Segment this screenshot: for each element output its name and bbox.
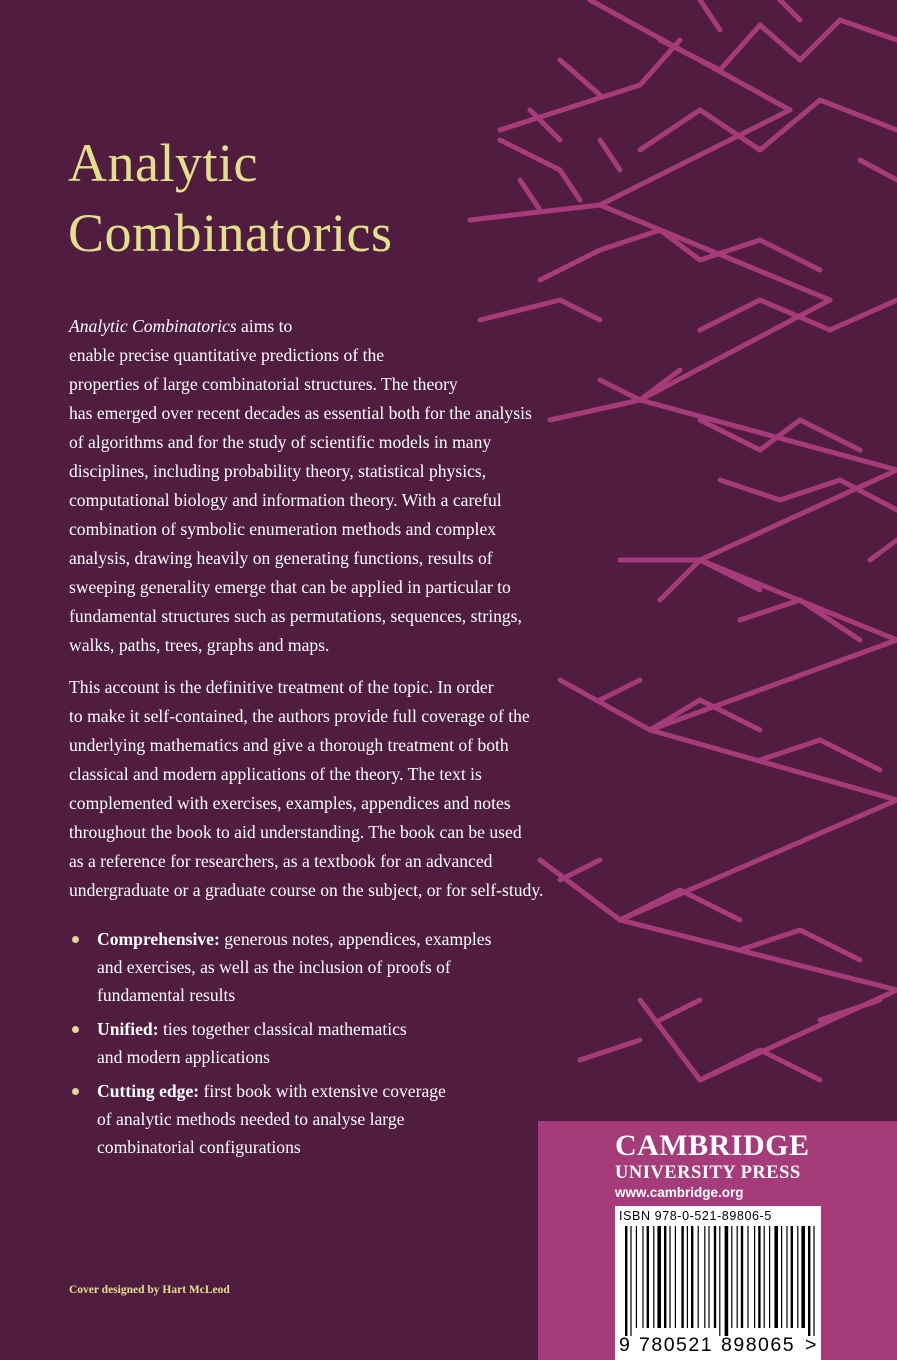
tree-branch <box>820 1000 880 1020</box>
tree-branch <box>680 890 740 920</box>
tree-branch <box>840 20 897 40</box>
feature-bullet-list <box>69 925 491 1167</box>
tree-branch <box>600 230 660 250</box>
barcode-bar <box>769 1226 770 1328</box>
tree-branch <box>560 170 580 200</box>
barcode-bar <box>764 1226 765 1328</box>
barcode-bar <box>791 1226 793 1328</box>
barcode-bar <box>797 1226 798 1328</box>
tree-branch <box>520 180 540 210</box>
barcode-bar <box>737 1226 738 1328</box>
publisher-name: CAMBRIDGE <box>615 1129 810 1162</box>
tree-branch <box>470 205 600 220</box>
barcode-bar <box>691 1226 693 1328</box>
tree-branch <box>660 560 700 600</box>
barcode-digit-end: > <box>805 1334 817 1356</box>
barcode-bar <box>669 1226 670 1328</box>
book-title <box>68 128 392 268</box>
tree-branch <box>550 400 640 420</box>
barcode-bar <box>636 1226 637 1328</box>
tree-branch <box>500 85 640 130</box>
isbn-text: ISBN 978-0-521-89806-5 <box>619 1209 772 1223</box>
tree-branch <box>650 730 897 800</box>
tree-branch <box>650 640 897 730</box>
barcode-bar <box>630 1226 631 1336</box>
tree-branch <box>640 110 700 150</box>
tree-branch <box>660 1000 700 1020</box>
barcode-digit-group-2: 898065 <box>721 1334 796 1356</box>
tree-branch <box>830 300 897 330</box>
barcode-bar <box>801 1226 805 1328</box>
barcode-bar <box>675 1226 676 1328</box>
barcode-bar <box>708 1226 709 1328</box>
barcode-bar <box>657 1226 661 1328</box>
tree-branch <box>800 930 860 960</box>
barcode-bar <box>781 1226 782 1328</box>
tree-branch <box>820 740 880 770</box>
tree-branch <box>700 1050 760 1080</box>
description-paragraph-1: Analytic Combinatorics aims to enable precise quantitative predictions of the properties of large combinatorial structures. The theory has emerged over recent decades as essential both for the analysis of algorithms and for the study of scientific models in many disciplines, including probability theory, statistical physics, computational biology and information theory. With a careful combination of symbolic enumeration methods and complex analysis, drawing heavily on generating functions, results of sweeping generality emerge that can be applied in particular to fundamental structures such as permutations, sequences, strings, walks, paths, trees, graphs and maps. <box>69 316 532 655</box>
title-line-2: Combinatorics <box>68 203 393 263</box>
bullet-comprehensive: Comprehensive: generous notes, appendices, examples and exercises, as well as the inclusion of proofs of fundamental results <box>69 925 491 1009</box>
bullet-dot <box>72 936 79 943</box>
barcode-bar <box>786 1226 787 1328</box>
publisher-subtitle: UNIVERSITY PRESS <box>615 1163 801 1183</box>
tree-branch <box>760 25 800 60</box>
tree-branch <box>600 680 640 700</box>
tree-branch <box>870 540 897 560</box>
publisher-url: www.cambridge.org <box>615 1185 744 1200</box>
barcode-bar <box>681 1226 683 1328</box>
barcode-bar <box>642 1226 643 1328</box>
bullet-cutting-edge: Cutting edge: first book with extensive coverage of analytic methods needed to analyse large combinatorial configurations <box>69 1077 491 1161</box>
publisher-box <box>538 1121 897 1360</box>
barcode-bar <box>754 1226 755 1328</box>
tree-branch <box>640 400 897 470</box>
barcode-bar <box>741 1226 743 1328</box>
tree-branch <box>700 0 720 30</box>
tree-branch <box>800 20 840 60</box>
barcode-bar <box>664 1226 666 1328</box>
barcode <box>619 1226 817 1336</box>
tree-branch <box>700 700 760 730</box>
tree-branch <box>740 600 800 620</box>
tree-branch <box>600 110 790 205</box>
tree-branch <box>780 480 840 500</box>
italic-book-title: Analytic Combinatorics <box>69 316 237 336</box>
bullet-dot <box>72 1088 79 1095</box>
barcode-digit-lead: 9 <box>619 1334 630 1356</box>
tree-branch <box>700 300 760 330</box>
tree-branch <box>740 930 800 950</box>
barcode-bar <box>747 1226 748 1328</box>
barcode-bar <box>758 1226 760 1328</box>
description-paragraph-2: This account is the definitive treatment of the topic. In order to make it self-contained, the authors provide full coverage of the underlying mathematics and give a thorough treatment of both classical and modern applications of the theory. The text is complemented with exercises, examples, appendices and notes throughout the book to aid understanding. The book can be used as a reference for researchers, as a textbook for an advanced undergraduate or a graduate course on the subject, or for self-study. <box>69 677 544 900</box>
barcode-bar <box>704 1226 705 1328</box>
tree-branch <box>640 1000 700 1080</box>
barcode-bar <box>813 1226 814 1336</box>
barcode-bar <box>714 1226 716 1328</box>
tree-branch <box>560 60 600 95</box>
tree-branch <box>580 1040 640 1060</box>
barcode-bar <box>731 1226 732 1328</box>
tree-branch <box>640 370 680 400</box>
barcode-bar <box>774 1226 778 1328</box>
barcode-bar <box>647 1226 649 1328</box>
tree-branch <box>560 680 650 730</box>
barcode-bar <box>698 1226 699 1328</box>
tree-branch <box>620 890 680 920</box>
tree-branch <box>760 240 820 270</box>
tree-branch <box>780 0 800 20</box>
tree-branch <box>600 140 620 170</box>
tree-branch <box>560 860 600 880</box>
tree-branch <box>560 300 600 320</box>
tree-branch <box>720 480 780 500</box>
isbn-barcode-box <box>615 1206 821 1360</box>
tree-branch <box>860 160 897 180</box>
barcode-digit-group-1: 780521 <box>639 1334 714 1356</box>
barcode-bar <box>719 1226 720 1336</box>
tree-branch <box>760 740 820 760</box>
tree-branch <box>500 140 560 170</box>
bullet-dot <box>72 1026 79 1033</box>
barcode-bar <box>653 1226 654 1328</box>
tree-branch <box>760 1050 820 1080</box>
tree-branch <box>540 250 600 280</box>
barcode-bar <box>725 1226 729 1336</box>
title-line-1: Analytic <box>68 133 258 193</box>
tree-branch <box>820 100 897 130</box>
barcode-bar <box>687 1226 688 1328</box>
barcode-bar <box>808 1226 810 1336</box>
tree-branch <box>700 560 760 590</box>
tree-branch <box>720 25 760 70</box>
cover-designer-credit: Cover designed by Hart McLeod <box>69 1284 230 1296</box>
tree-branch <box>600 380 640 400</box>
barcode-bar <box>625 1226 627 1336</box>
bullet-unified: Unified: ties together classical mathematics and modern applications <box>69 1015 491 1071</box>
